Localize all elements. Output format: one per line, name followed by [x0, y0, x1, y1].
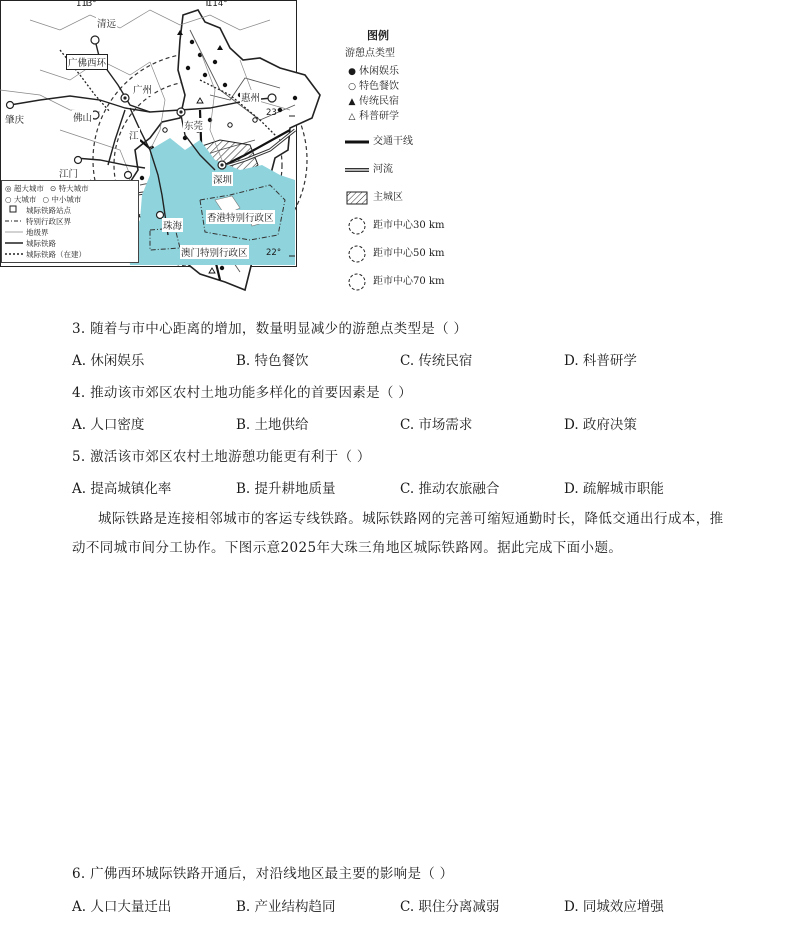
railway-under-construction-icon: [5, 249, 23, 260]
dashed-circle-icon: [345, 216, 369, 236]
legend-row: [5, 194, 135, 205]
option-d[interactable]: D. 政府决策: [564, 417, 637, 433]
option-d[interactable]: D. 疏解城市职能: [564, 481, 664, 497]
legend-label: 休闲娱乐: [359, 66, 399, 77]
legend-row: [345, 212, 505, 240]
city-label-qingyuan: 清远: [96, 16, 117, 30]
river-line-icon: [345, 166, 369, 174]
question-3-options: [72, 349, 772, 369]
open-dot-icon: ○: [348, 81, 356, 92]
rail-label-guangfo-west-ring: 广佛西环: [66, 54, 108, 70]
legend-label: 特别行政区界: [26, 217, 71, 226]
legend-label: 距市中心30 km: [373, 220, 445, 231]
question-4-options: [72, 413, 772, 433]
option-a[interactable]: A. 休闲娱乐: [72, 353, 145, 369]
question-5-stem: 5. 激活该市郊区农村土地游憩功能更有利于（ ）: [72, 449, 371, 465]
legend-label: 科普研学: [359, 111, 399, 122]
legend-label: 城际铁路: [26, 239, 56, 248]
option-b[interactable]: B. 产业结构趋同: [236, 899, 336, 915]
legend-row: [345, 80, 505, 94]
dashed-circle-icon: [345, 272, 369, 292]
city-label-jiangmen: 江门: [58, 166, 79, 180]
sar-boundary-icon: [5, 216, 23, 227]
question-5-options: [72, 477, 772, 497]
rail-map-legend: [1, 180, 139, 263]
city-label-foshan: 佛山: [72, 110, 93, 124]
option-b[interactable]: B. 特色餐饮: [236, 353, 309, 369]
longitude-113: 113°: [76, 0, 97, 9]
option-b[interactable]: B. 提升耕地质量: [236, 481, 336, 497]
option-c[interactable]: C. 职住分离减弱: [400, 899, 500, 915]
latitude-23: 23°: [266, 108, 282, 118]
legend-label: ○ 中小城市: [42, 195, 82, 204]
traffic-line-icon: [345, 139, 369, 145]
question-3-stem: 3. 随着与市中心距离的增加，数量明显减少的游憩点类型是（ ）: [72, 321, 468, 337]
legend-row: [5, 205, 135, 216]
map-legend: [345, 30, 505, 296]
city-label-zhaoqing: 肇庆: [4, 112, 25, 126]
option-a[interactable]: A. 人口密度: [72, 417, 145, 433]
legend-label: 距市中心50 km: [373, 248, 445, 259]
city-label-guangzhou: 广州: [132, 82, 153, 96]
legend-label: 交通干线: [373, 136, 413, 147]
legend-label: 传统民宿: [359, 96, 399, 107]
station-icon: [5, 205, 23, 216]
hatch-area-icon: [345, 191, 369, 205]
legend-row: [5, 216, 135, 227]
option-b[interactable]: B. 土地供给: [236, 417, 309, 433]
legend-label: ◎ 超大城市: [5, 184, 44, 193]
option-a[interactable]: A. 提高城镇化率: [72, 481, 172, 497]
latitude-22: 22°: [266, 248, 282, 258]
legend-row: [345, 156, 505, 184]
legend-row: [345, 95, 505, 109]
legend-label: ○ 大城市: [5, 195, 37, 204]
legend-subtitle: 游憩点类型: [345, 48, 395, 59]
legend-row: [5, 227, 135, 238]
legend-label: 城际铁路（在建）: [26, 250, 86, 259]
question-6-stem: 6. 广佛西环城际铁路开通后，对沿线地区最主要的影响是（ ）: [72, 866, 454, 882]
city-label-zhuhai: 珠海: [162, 218, 183, 232]
region-label-macau: 澳门特别行政区: [180, 245, 249, 259]
option-d[interactable]: D. 科普研学: [564, 353, 637, 369]
legend-label: 城际铁路站点: [26, 206, 71, 215]
option-a[interactable]: A. 人口大量迁出: [72, 899, 172, 915]
dashed-circle-icon: [345, 244, 369, 264]
city-label-huizhou: 惠州: [240, 90, 261, 104]
legend-row: [345, 184, 505, 212]
legend-label: 地级界: [26, 228, 49, 237]
intro-paragraph: 城际铁路是连接相邻城市的客运专线铁路。城际铁路网的完善可缩短通勤时长，降低交通出行成本，推动不同城市间分工协作。下图示意2025年大珠三角地区城际铁路网。据此完成下面小题。: [72, 511, 724, 556]
city-label-dongguan: 东莞: [183, 118, 204, 132]
legend-label: 主城区: [373, 192, 403, 203]
filled-triangle-icon: ▲: [348, 96, 356, 107]
legend-row: [5, 238, 135, 249]
legend-label: 河流: [373, 164, 393, 175]
legend-row: [345, 65, 505, 79]
river-label-jiang: 江: [128, 128, 140, 142]
longitude-114: 114°: [207, 0, 228, 9]
open-triangle-icon: △: [348, 111, 356, 122]
filled-dot-icon: ●: [348, 66, 356, 77]
legend-row: [5, 183, 135, 194]
legend-row: [345, 110, 505, 124]
option-c[interactable]: C. 推动农旅融合: [400, 481, 500, 497]
city-label-shenzhen: 深圳: [212, 172, 233, 186]
legend-label: 距市中心70 km: [373, 276, 445, 287]
legend-label: ⊙ 特大城市: [49, 184, 89, 193]
option-d[interactable]: D. 同城效应增强: [564, 899, 664, 915]
question-4-stem: 4. 推动该市郊区农村土地功能多样化的首要因素是（ ）: [72, 385, 413, 401]
railway-icon: [5, 238, 23, 249]
legend-row: [5, 249, 135, 260]
legend-row: [345, 240, 505, 268]
question-6-options: [72, 895, 772, 915]
region-label-hong-kong: 香港特别行政区: [206, 210, 275, 224]
legend-title: 图例: [367, 29, 389, 42]
option-c[interactable]: C. 市场需求: [400, 417, 473, 433]
prefecture-boundary-icon: [5, 227, 23, 238]
option-c[interactable]: C. 传统民宿: [400, 353, 473, 369]
rail-network-map: [0, 0, 297, 267]
legend-row: [345, 128, 505, 156]
legend-label: 特色餐饮: [359, 81, 399, 92]
legend-row: [345, 268, 505, 296]
